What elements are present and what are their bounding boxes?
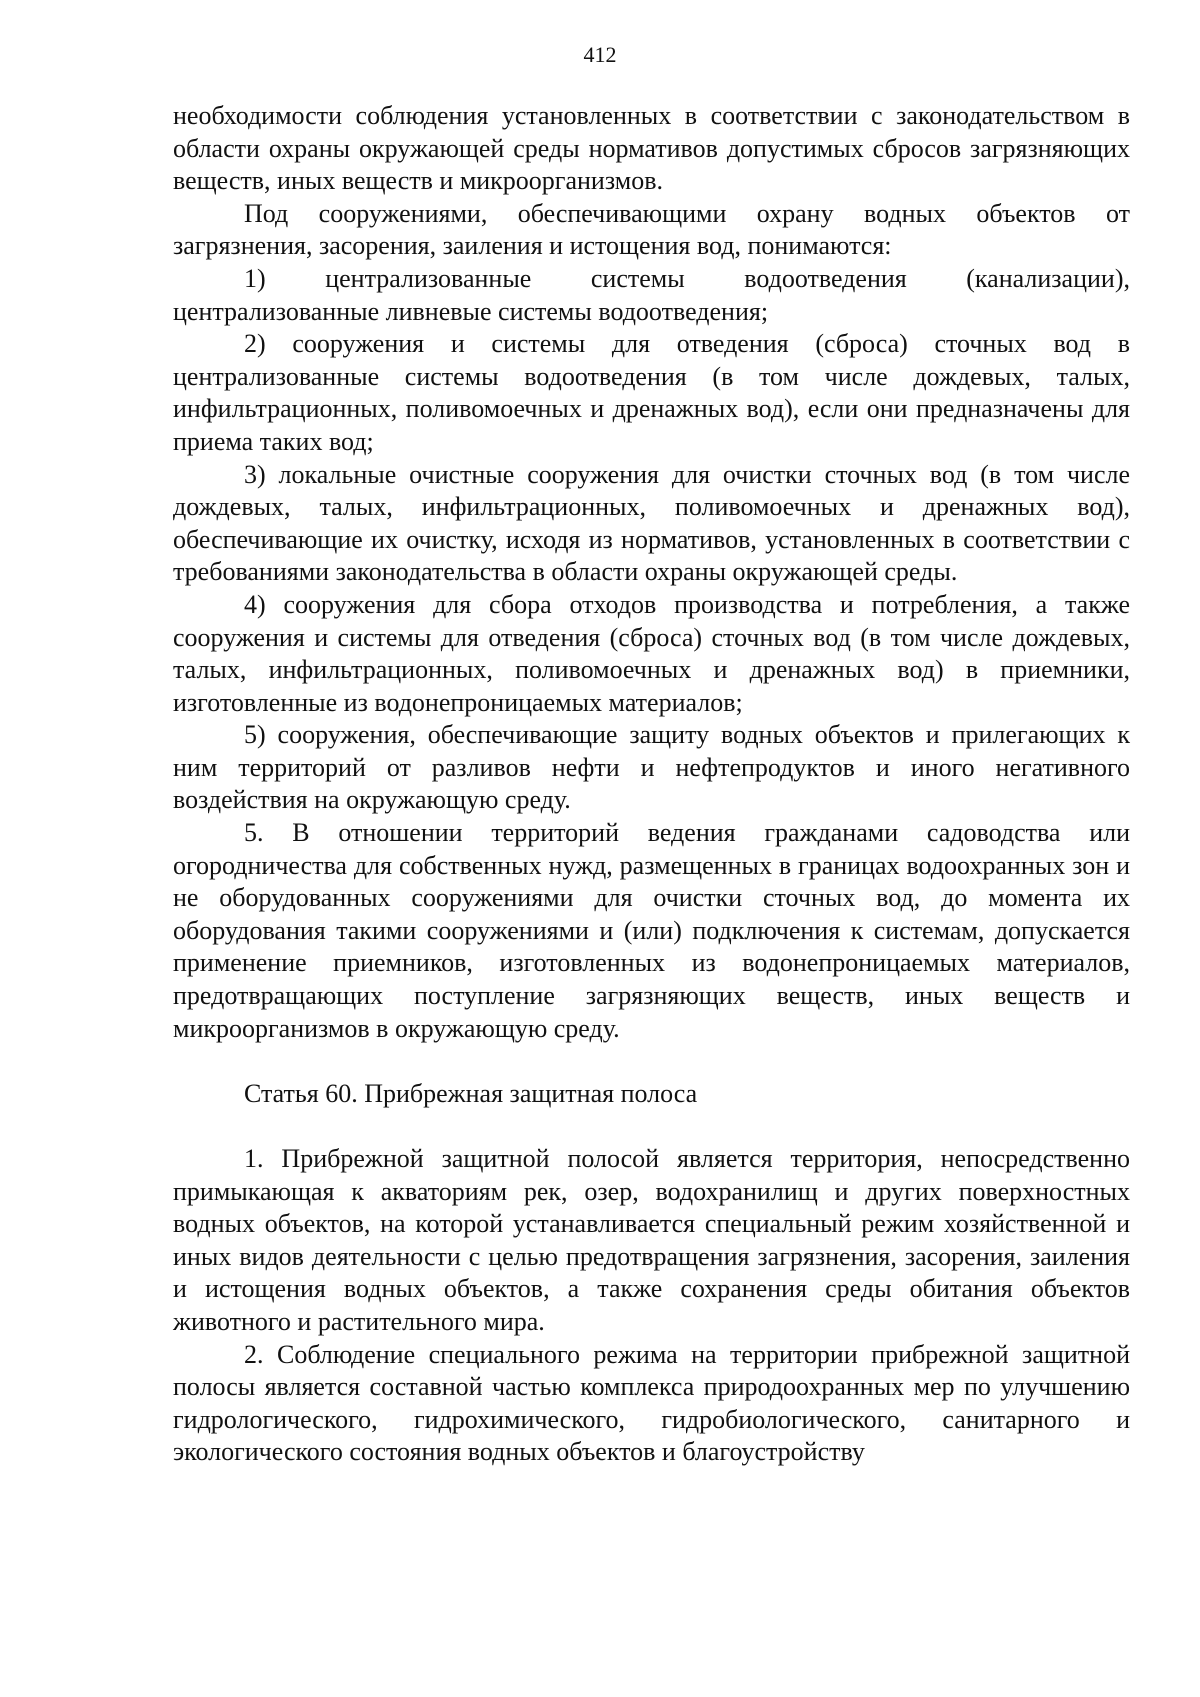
article-clause-1: 1. Прибрежной защитной полосой является территория, непосредственно примыкающая к акваториям рек, озер, водохранилищ и других поверхностных водных объектов, на которой устанавливается специальный режим хозяйственной и иных видов деятельности с целью предотвращения загрязнения, засорения, заиления и истощения водных объектов, а также сохранения среды обитания объектов животного и растительного мира.	[173, 1144, 1130, 1336]
page-number: 412	[583, 42, 617, 67]
document-body	[173, 100, 1130, 1469]
clause-5: 5. В отношении территорий ведения гражданами садоводства или огородничества для собственных нужд, размещенных в границах водоохранных зон и не оборудованных сооружениями для очистки сточных вод, до момента их оборудования такими сооружениями и (или) подключения к системам, допускается применение приемников, изготовленных из водонепроницаемых материалов, предотвращающих поступление загрязняющих веществ, иных веществ и микроорганизмов в окружающую среду.	[173, 818, 1130, 1043]
spacer	[173, 1045, 1130, 1078]
article-heading: Статья 60. Прибрежная защитная полоса	[244, 1078, 698, 1108]
list-item-4: 4) сооружения для сбора отходов производства и потребления, а также сооружения и системы для отведения (сброса) сточных вод (в том числе дождевых, талых, инфильтрационных, поливомоечных и дренажных вод) в приемники, изготовленные из водонепроницаемых материалов;	[173, 589, 1130, 717]
paragraph-definition-intro: Под сооружениями, обеспечивающими охрану водных объектов от загрязнения, засорения, заиления и истощения вод, понимаются:	[173, 198, 1130, 261]
list-item-5: 5) сооружения, обеспечивающие защиту водных объектов и прилегающих к ним территорий от разливов нефти и нефтепродуктов и иного негативного воздействия на окружающую среду.	[173, 720, 1130, 815]
spacer	[173, 1110, 1130, 1143]
paragraph-continuation: необходимости соблюдения установленных в соответствии с законодательством в области охраны окружающей среды нормативов допустимых сбросов загрязняющих веществ, иных веществ и микроорганизмов.	[173, 101, 1130, 196]
article-clause-2: 2. Соблюдение специального режима на территории прибрежной защитной полосы является составной частью комплекса природоохранных мер по улучшению гидрологического, гидрохимического, гидробиологического, санитарного и экологического состояния водных объектов и благоустройству	[173, 1339, 1130, 1467]
list-item-3: 3) локальные очистные сооружения для очистки сточных вод (в том числе дождевых, талых, инфильтрационных, поливомоечных и дренажных вод), обеспечивающие их очистку, исходя из нормативов, установленных в соответствии с требованиями законодательства в области охраны окружающей среды.	[173, 459, 1130, 587]
list-item-2: 2) сооружения и системы для отведения (сброса) сточных вод в централизованные системы водоотведения (в том числе дождевых, талых, инфильтрационных, поливомоечных и дренажных вод), если они предназначены для приема таких вод;	[173, 329, 1130, 456]
list-item-1: 1) централизованные системы водоотведения (канализации), централизованные ливневые системы водоотведения;	[173, 263, 1130, 326]
